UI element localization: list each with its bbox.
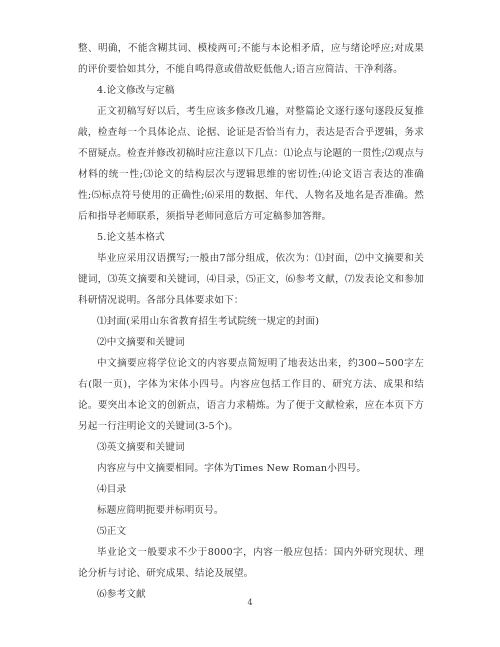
revision-paragraph: 正文初稿写好以后，考生应该多修改几遍，对整篇论文逐行逐句逐段反复推敲，检查每一个具体论点、论据、论证是否恰当有力，表达是否合乎逻辑，务求不留疑点。检查并修改初稿时应注意以下几点：⑴论点与论题的一贯性;⑵观点与材料的统一性;⑶论文的结构层次与逻辑思维的密切性;⑷论文语言表达的准确性;⑸标点符号使用的正确性;⑹采用的数据、年代、人物名及地名是否准确。然后和指导老师联系，须指导老师同意后方可定稿参加答辩。 [78, 106, 424, 222]
english-abstract-paragraph: 内容应与中文摘要相同。字体为Times New Roman小四号。 [97, 463, 367, 474]
chinese-abstract-paragraph: 中文摘要应将学位论文的内容要点简短明了地表达出来，约300~500字左右(限一页)，字体为宋体小四号。内容应包括工作目的、研究方法、成果和结论。要突出本论文的创新点，语言力求精炼。为了便于文献检索，应在本页下方另起一行注明论文的关键词(3-5个)。 [78, 358, 424, 432]
format-paragraph: 毕业应采用汉语撰写;一般由7部分组成，依次为：⑴封面，⑵中文摘要和关键词，⑶英文摘要和关键词，⑷目录，⑸正文，⑹参考文献，⑺发表论文和参加科研情况说明。各部分具体要求如下： [78, 253, 424, 306]
toc-paragraph: 标题应简明扼要并标明页号。 [97, 505, 224, 516]
subheading-references: ⑹参考文献 [97, 589, 146, 600]
main-text-paragraph: 毕业论文一般要求不少于8000字，内容一般应包括：国内外研究现状、理论分析与讨论、研究成果、结论及展望。 [78, 547, 424, 579]
subheading-cover: ⑴封面(采用山东省教育招生考试院统一规定的封面) [97, 316, 320, 327]
section-heading-format: 5.论文基本格式 [97, 232, 165, 243]
subheading-main-text: ⑸正文 [97, 526, 127, 537]
subheading-english-abstract: ⑶英文摘要和关键词 [97, 442, 185, 453]
subheading-toc: ⑷目录 [97, 484, 127, 495]
subheading-chinese-abstract: ⑵中文摘要和关键词 [97, 337, 185, 348]
conclusion-paragraph: 整、明确，不能含糊其词、模棱两可;不能与本论相矛盾，应与绪论呼应;对成果的评价要恰如其分，不能自鸣得意或借故贬低他人;语言应简洁、干净利落。 [78, 43, 424, 75]
section-heading-revision: 4.论文修改与定稿 [97, 85, 175, 96]
page-number: 4 [247, 598, 253, 607]
document-body [78, 38, 424, 605]
